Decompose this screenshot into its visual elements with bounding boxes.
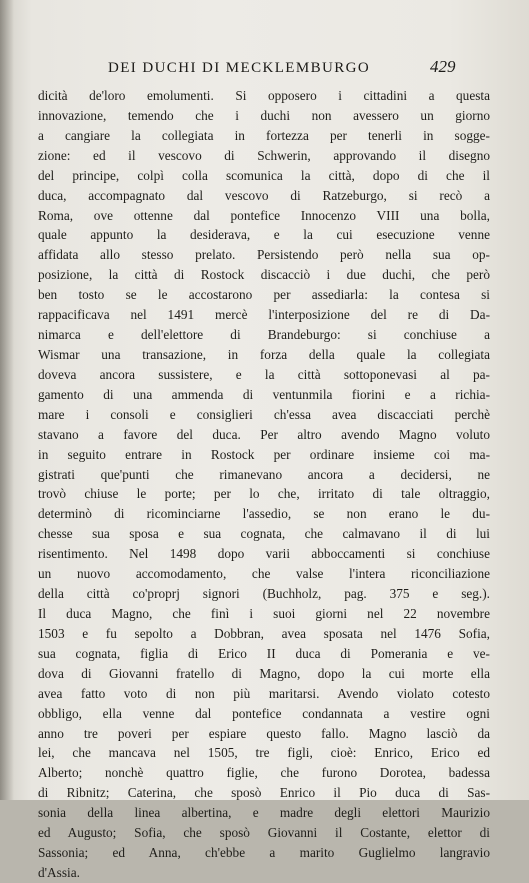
text-line: mare i consoli e consiglieri ch'essa avea discacciati perchè [38, 406, 490, 422]
text-line: zione: ed il vescovo di Schwerin, approvando il disegno [38, 147, 490, 163]
text-line: affidata allo stesso prelato. Persistendo però nella sua op- [38, 247, 490, 263]
text-line: determinò di ricominciarne l'assedio, se non erano le du- [38, 506, 490, 522]
text-line: gamento di una ammenda di ventunmila fiorini e a richia- [38, 386, 490, 402]
text-line: del principe, colpì colla scomunica la città, dopo di che il [38, 167, 490, 183]
text-line: nimarca e dell'elettore di Brandeburgo: si conchiuse a [38, 327, 490, 343]
text-line: dova di Giovanni fratello di Magno, dopo la cui morte ella [38, 665, 490, 681]
text-line: doveva ancora sussistere, e la città sottoponevasi al pa- [38, 366, 490, 382]
text-line: sonia della linea albertina, e madre degli elettori Maurizio [38, 805, 490, 821]
text-line: ed Augusto; Sofia, che sposò Giovanni il Costante, elettor di [38, 825, 490, 841]
text-line: trovò chiuse le porte; per lo che, irritato di tale oltraggio, [38, 486, 490, 502]
text-line: risentimento. Nel 1498 dopo varii abboccamenti si conchiuse [38, 546, 490, 562]
text-line: posizione, la città di Rostock discacciò i due duchi, che però [38, 267, 490, 283]
running-title: DEI DUCHI DI MECKLEMBURGO [108, 60, 371, 76]
text-line: duca, accompagnato dal vescovo di Ratzeburgo, si recò a [38, 187, 490, 203]
page-gutter-shadow [0, 0, 14, 800]
text-line: stavano a favore del duca. Per altro avendo Magno voluto [38, 426, 490, 442]
text-line: della città co'proprj signori (Buchholz, pag. 375 e seg.). [38, 586, 490, 602]
text-line: gistrati que'punti che rimanevano ancora a decidersi, ne [38, 466, 490, 482]
text-line: anno tre poveri per espiare questo fallo. Magno lasciò da [38, 725, 490, 741]
text-line: innovazione, temendo che i duchi non avessero un giorno [38, 107, 490, 123]
body-text [38, 86, 490, 883]
text-line: Roma, ove ottenne dal pontefice Innocenzo VIII una bolla, [38, 207, 490, 223]
text-line: d'Assia. [38, 864, 80, 880]
text-line: a cangiare la collegiata in fortezza per tenerli in sogge- [38, 127, 490, 143]
text-line: di Ribnitz; Caterina, che sposò Enrico il Pio duca di Sas- [38, 785, 490, 801]
text-line: quale appunto la desiderava, e la cui esecuzione venne [38, 227, 490, 243]
text-line: Il duca Magno, che finì i suoi giorni nel 22 novembre [38, 605, 490, 621]
text-line: avea fatto voto di non più maritarsi. Avendo violato cotesto [38, 685, 490, 701]
text-line: Sassonia; ed Anna, ch'ebbe a marito Guglielmo langravio [38, 845, 490, 861]
text-line: lei, che mancava nel 1505, tre figli, cioè: Enrico, Erico ed [38, 745, 490, 761]
text-line: sua cognata, figlia di Erico II duca di Pomerania e ve- [38, 645, 490, 661]
text-line: in seguito entrare in Rostock per ordinare insieme coi ma- [38, 446, 490, 462]
text-line: chesse sua sposa e sua cognata, che calmavano il di lui [38, 526, 490, 542]
text-line: obbligo, ella venne dal pontefice condannata a vestire ogni [38, 705, 490, 721]
text-line: dicità de'loro emolumenti. Si opposero i cittadini a questa [38, 88, 490, 103]
text-line: Alberto; nonchè quattro figlie, che furono Dorotea, badessa [38, 765, 490, 781]
text-line: 1503 e fu sepolto a Dobbran, avea sposata nel 1476 Sofia, [38, 625, 490, 641]
text-line: Wismar una transazione, in forza della quale la collegiata [38, 346, 490, 362]
text-line: ben tosto se le accostarono per assediarla: la contesa si [38, 287, 490, 303]
text-line: un nuovo accomodamento, che valse l'intera riconciliazione [38, 566, 490, 582]
text-line: rappacificava nel 1491 mercè l'interposizione del re di Da- [38, 307, 490, 323]
page-number: 429 [430, 57, 456, 76]
